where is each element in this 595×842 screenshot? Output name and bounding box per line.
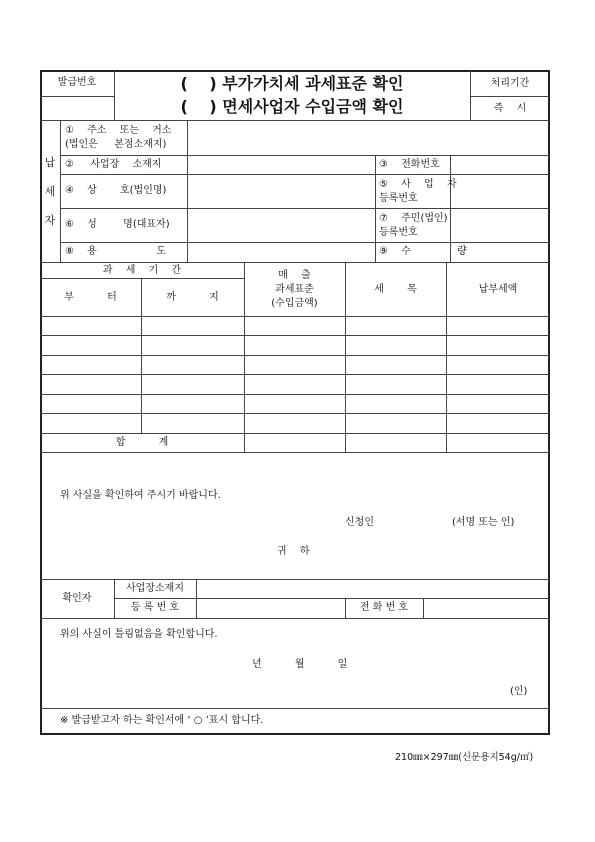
field-quantity: ⑨ 수 량 (379, 246, 467, 257)
field-trade-name: ④ 상 호(법인명) (65, 185, 167, 196)
divider (40, 355, 550, 356)
seal-label: (인) (510, 686, 528, 697)
confirmer-phone-label: 전 화 번 호 (359, 602, 409, 613)
form-title-vat: ( ) 부가가치세 과세표준 확인 (180, 74, 404, 93)
issue-number-label: 발급번호 (57, 77, 97, 88)
field-address-note: (법인은 본점소재지) (65, 139, 167, 150)
field-resident-reg-no-2: 등록번호 (379, 227, 418, 238)
confirmer-address-label: 사업장소재지 (126, 583, 184, 594)
field-resident-reg-no: ⑦ 주민(법인) (379, 213, 448, 224)
divider (40, 413, 550, 414)
divider (40, 394, 550, 395)
period-from-header: 부 터 (64, 292, 117, 303)
divider (40, 452, 550, 453)
divider (375, 155, 376, 262)
processing-period-label: 처리기간 (490, 78, 530, 89)
divider (40, 316, 550, 317)
field-purpose: ⑧ 용 도 (65, 246, 166, 257)
divider (40, 335, 550, 336)
divider (40, 262, 550, 263)
divider (196, 579, 197, 618)
applicant-label: 신청인 (345, 517, 374, 528)
divider (60, 120, 61, 262)
taxpayer-label-1: 납 (44, 156, 56, 169)
field-representative: ⑥ 성 명(대표자) (65, 219, 170, 230)
date-line: 년 월 일 (252, 659, 348, 670)
divider (60, 242, 550, 243)
divider (187, 120, 188, 262)
processing-period-value: 즉 시 (493, 103, 527, 114)
divider (40, 96, 114, 97)
sales-header-2: 과세표준 (275, 284, 314, 295)
field-business-location: ② 사업장 소재지 (65, 159, 162, 170)
sales-header-3: (수입금액) (271, 298, 318, 309)
confirmer-label: 확인자 (62, 593, 92, 604)
divider (40, 618, 550, 619)
sales-header: 매 출 (278, 270, 311, 281)
request-sentence: 위 사실을 확인하여 주시기 바랍니다. (60, 490, 221, 501)
field-business-reg-no: ⑤ 사 업 자 (379, 179, 457, 190)
divider (423, 598, 424, 618)
tax-period-header: 과 세 기 간 (102, 265, 182, 276)
field-phone: ③ 전화번호 (379, 159, 440, 170)
signature-label: (서명 또는 인) (452, 517, 515, 528)
divider (60, 155, 550, 156)
divider (40, 374, 550, 375)
tax-item-header: 세 목 (374, 284, 417, 295)
total-label: 합 계 (115, 437, 169, 448)
divider (60, 174, 550, 175)
divider (40, 708, 550, 709)
divider (40, 278, 244, 279)
addressee-label: 귀 하 (277, 546, 310, 557)
confirmer-reg-no-label: 등 록 번 호 (130, 602, 180, 613)
footnote: ※ 발급받고자 하는 확인서에 ‘ ○ ’표시 합니다. (60, 715, 264, 726)
divider (40, 120, 550, 121)
divider (114, 598, 550, 599)
period-to-header: 까 지 (166, 292, 219, 303)
form-title-exempt: ( ) 면세사업자 수입금액 확인 (180, 97, 404, 116)
field-address: ① 주소 또는 거소 (65, 125, 172, 136)
field-business-reg-no-2: 등록번호 (379, 193, 418, 204)
divider (60, 208, 550, 209)
tax-paid-header: 납부세액 (478, 284, 518, 295)
taxpayer-label-3: 자 (44, 214, 56, 227)
confirm-sentence: 위의 사실이 틀림없음을 확인합니다. (60, 629, 218, 640)
taxpayer-label-2: 세 (44, 185, 56, 198)
paper-spec: 210㎜×297㎜(신문용지54g/㎡) (395, 752, 534, 763)
divider (40, 579, 550, 580)
divider (470, 96, 550, 97)
divider (40, 433, 550, 434)
